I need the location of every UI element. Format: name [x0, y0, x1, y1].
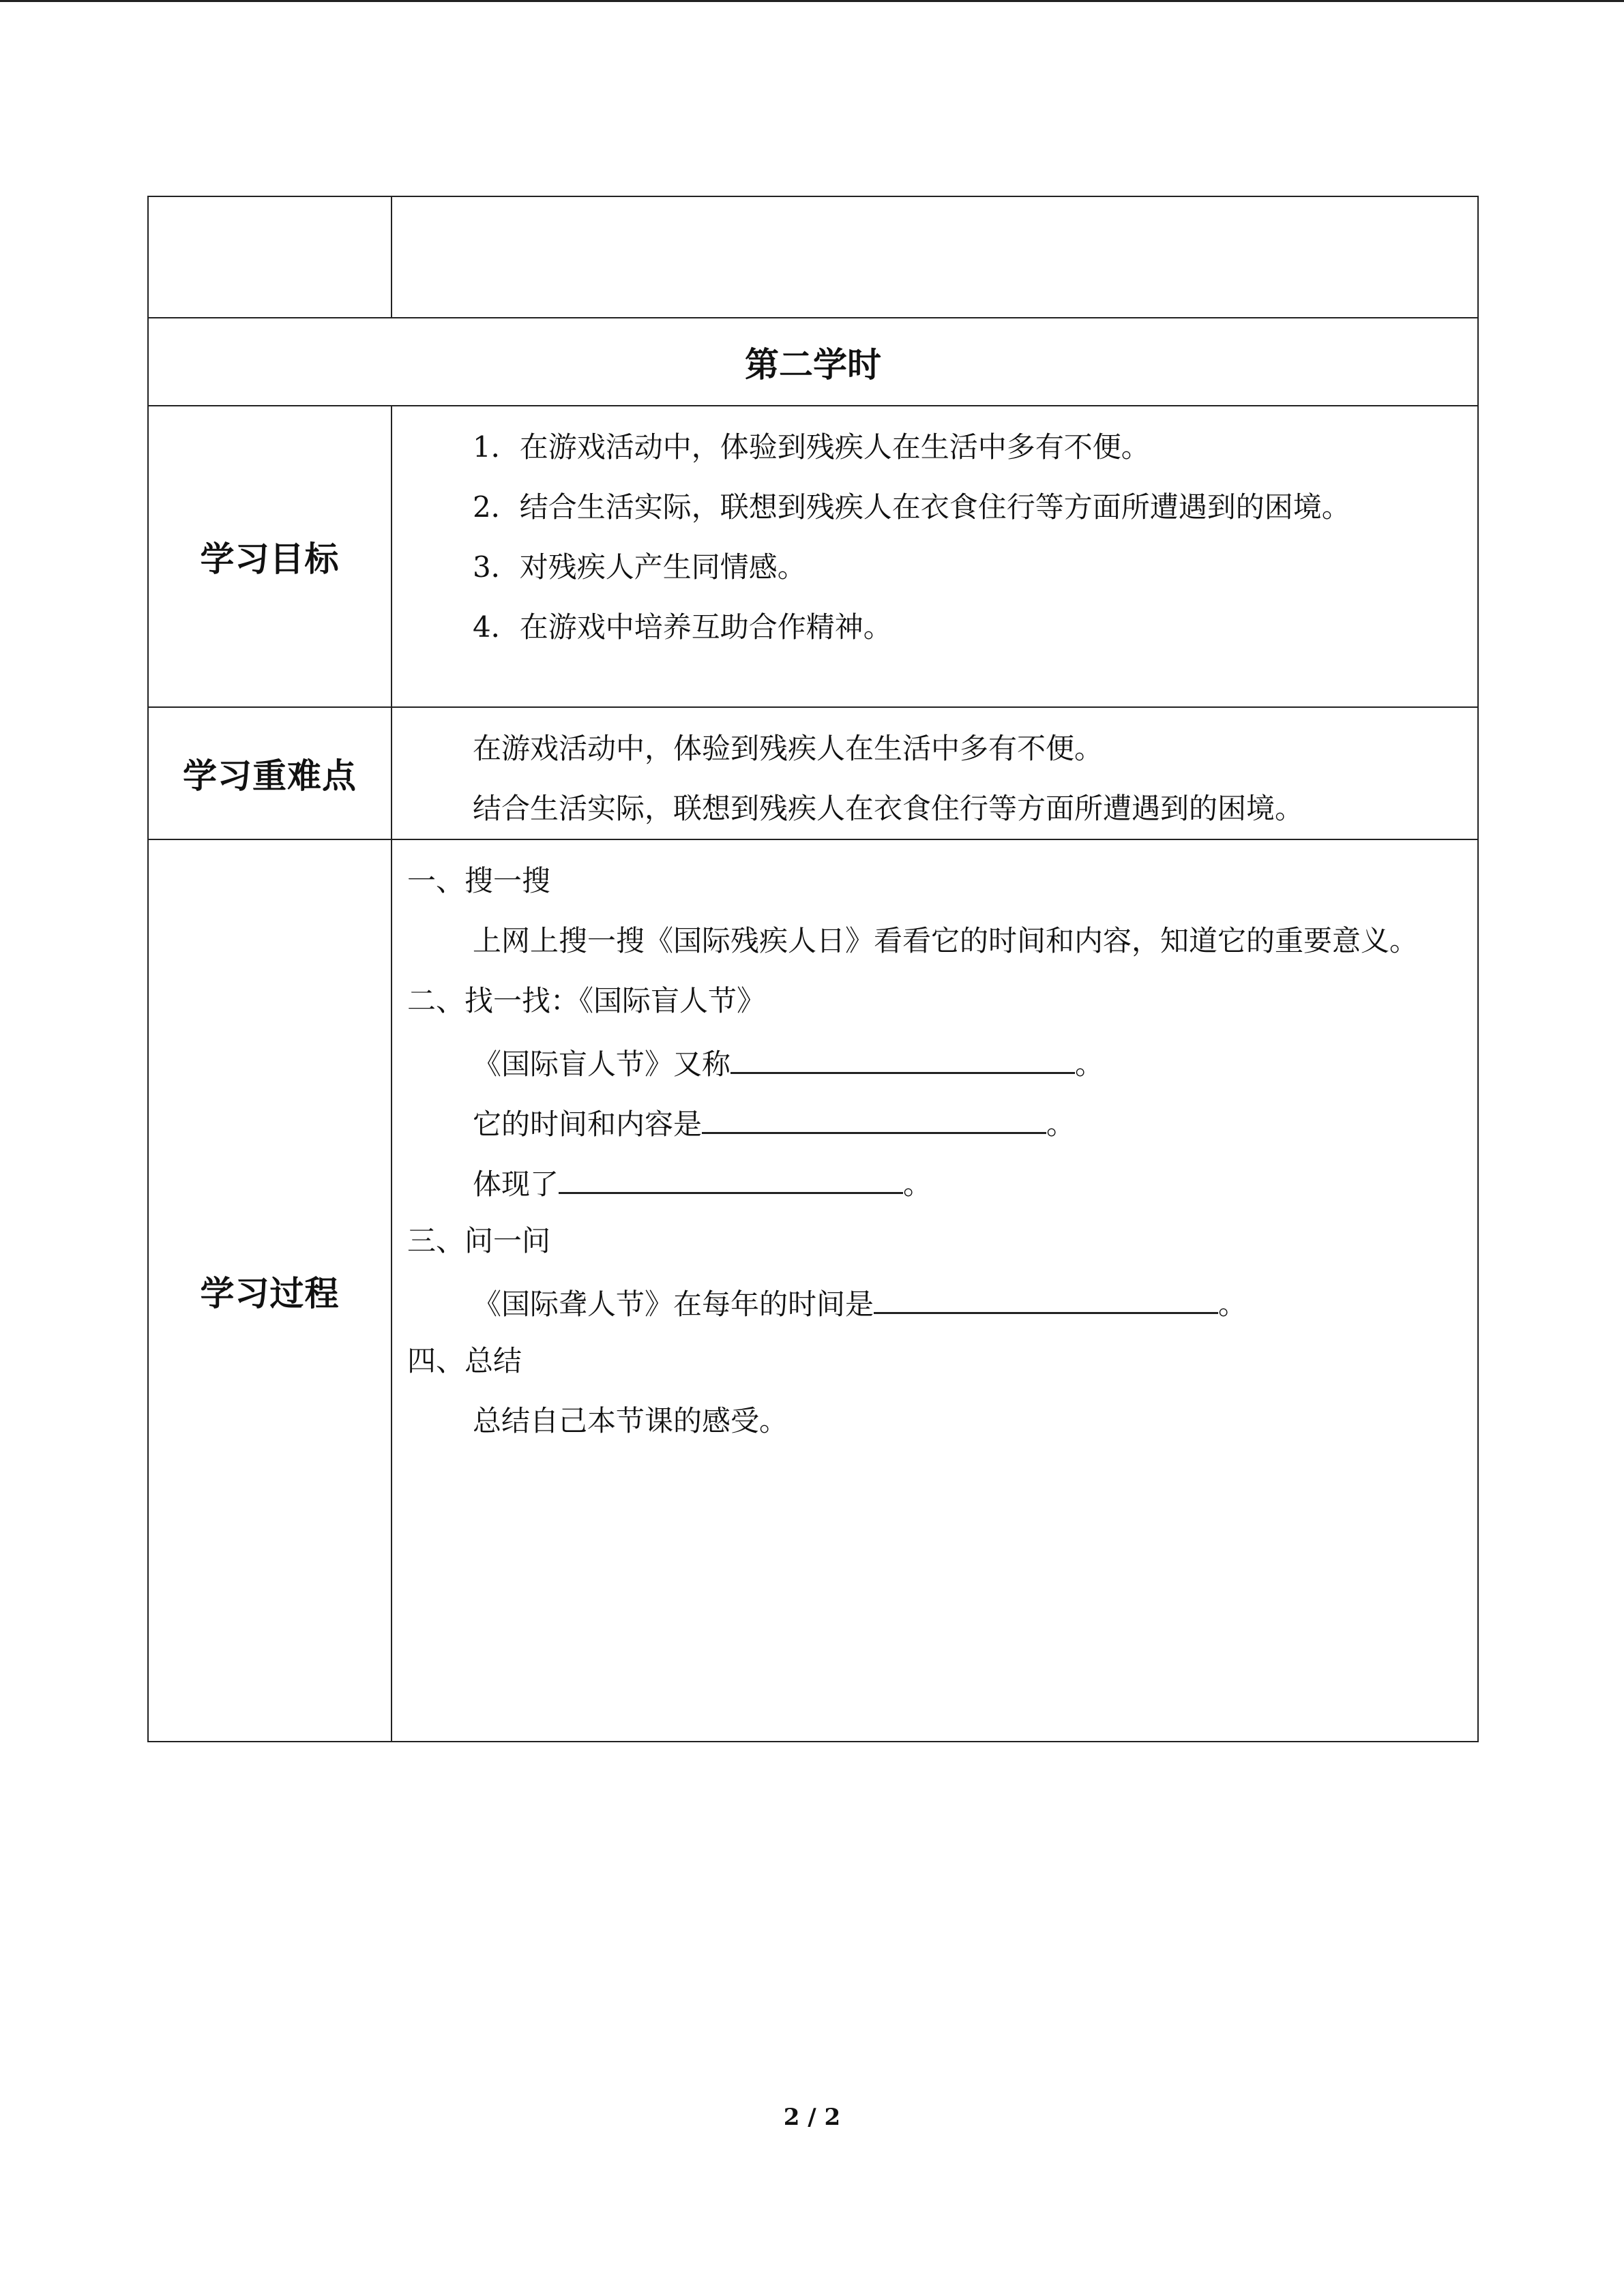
- blind-day-meaning-text: 体现了: [473, 1167, 559, 1201]
- section-title-row: [148, 318, 1478, 406]
- key-points-label: 学习重难点: [148, 707, 392, 839]
- key-points-content: [392, 707, 1478, 839]
- deaf-day-text: 《国际聋人节》在每年的时间是: [473, 1287, 874, 1321]
- process-heading-search: 一、搜一搜: [407, 864, 551, 897]
- top-row-content-cell: [392, 196, 1478, 318]
- blind-day-alias-question: [407, 1031, 1461, 1091]
- blind-day-alias-text: 《国际盲人节》又称: [473, 1047, 731, 1081]
- goal-item: 2．结合生活实际，联想到残疾人在衣食住行等方面所遭遇到的困境。: [473, 490, 1350, 524]
- key-points-row: [148, 707, 1478, 839]
- section-title: 第二学时: [148, 318, 1478, 406]
- period: 。: [903, 1167, 932, 1201]
- blind-day-alias-blank[interactable]: [730, 1031, 1075, 1074]
- process-summary-text: 总结自己本节课的感受。: [473, 1404, 788, 1437]
- top-row-label-cell: [148, 196, 392, 318]
- deaf-day-question: [407, 1271, 1461, 1331]
- blind-day-time-text: 它的时间和内容是: [473, 1107, 703, 1141]
- top-row: [148, 196, 1478, 318]
- key-point-item: 结合生活实际，联想到残疾人在衣食住行等方面所遭遇到的困境。: [473, 792, 1304, 825]
- blind-day-meaning-question: [407, 1151, 1461, 1211]
- key-point-item: 在游戏活动中，体验到残疾人在生活中多有不便。: [473, 732, 1104, 765]
- process-search-text: 上网上搜一搜《国际残疾人日》看看它的时间和内容，知道它的重要意义。: [473, 924, 1419, 957]
- process-heading-ask: 三、问一问: [407, 1224, 551, 1257]
- process-label: 学习过程: [148, 839, 392, 1742]
- period: 。: [1046, 1107, 1076, 1141]
- page-number: 2 / 2: [783, 2104, 841, 2131]
- goals-content: [392, 406, 1478, 707]
- process-heading-summary: 四、总结: [407, 1344, 522, 1377]
- process-heading-find: 二、找一找：《国际盲人节》: [407, 984, 766, 1017]
- process-content: [392, 839, 1478, 1742]
- period: 。: [1218, 1287, 1247, 1321]
- goals-label: 学习目标: [148, 406, 392, 707]
- goal-item: 3．对残疾人产生同情感。: [473, 550, 806, 584]
- process-row: [148, 839, 1478, 1742]
- lesson-plan-table: [147, 196, 1479, 1742]
- deaf-day-blank[interactable]: [874, 1271, 1218, 1314]
- blind-day-time-blank[interactable]: [702, 1091, 1046, 1134]
- goal-item: 4．在游戏中培养互助合作精神。: [473, 610, 892, 644]
- blind-day-meaning-blank[interactable]: [559, 1151, 903, 1194]
- period: 。: [1075, 1047, 1104, 1081]
- page-top-border: [0, 0, 1624, 2]
- goal-item: 1．在游戏活动中，体验到残疾人在生活中多有不便。: [473, 430, 1150, 464]
- blind-day-time-question: [407, 1091, 1461, 1151]
- goals-row: [148, 406, 1478, 707]
